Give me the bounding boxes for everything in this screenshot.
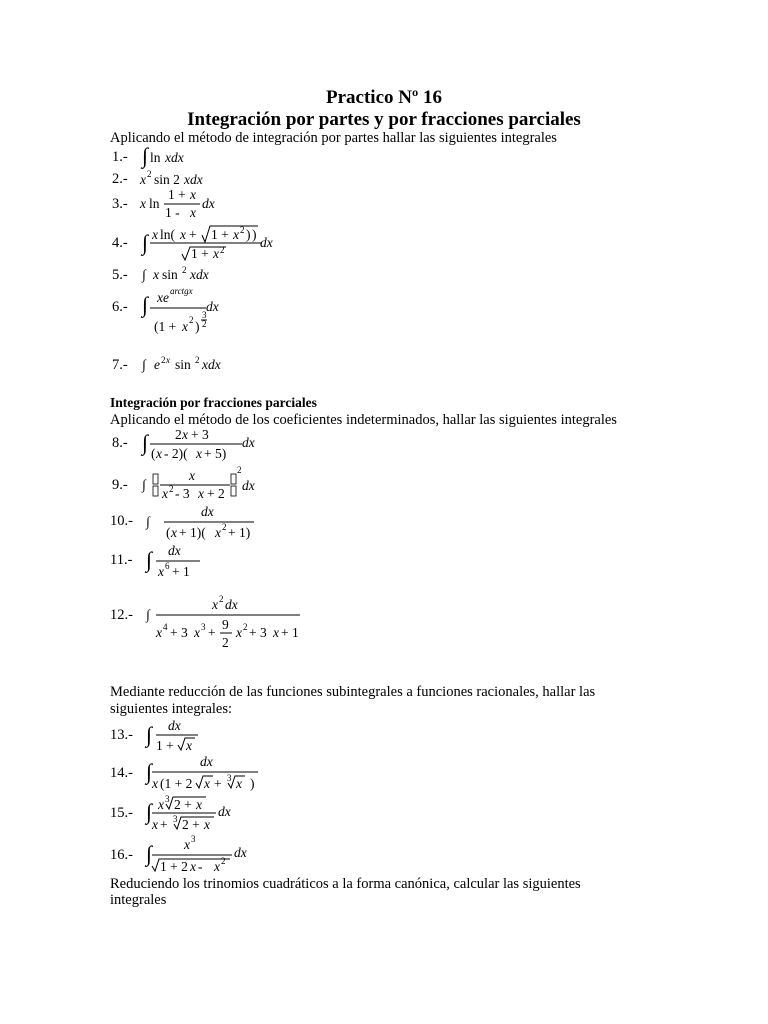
svg-text:xdx: xdx [184, 172, 203, 187]
svg-text:): ) [250, 776, 255, 791]
svg-text:+: + [189, 227, 197, 242]
svg-text:x: x [190, 205, 196, 220]
svg-text:(: ( [166, 525, 171, 540]
svg-text:∫: ∫ [146, 799, 153, 824]
svg-text:∫: ∫ [142, 357, 146, 372]
svg-text:∫: ∫ [142, 143, 149, 168]
item-number-12: 12.- [110, 607, 133, 623]
svg-text:∫: ∫ [142, 230, 149, 255]
svg-text:x: x [186, 738, 192, 753]
svg-text:x: x [140, 172, 146, 187]
item-number-10: 10.- [110, 513, 133, 529]
svg-text:x: x [233, 227, 239, 242]
svg-text:+ 1)(: + 1)( [179, 525, 206, 540]
svg-text:x: x [236, 776, 242, 791]
svg-text:+ 5): + 5) [204, 446, 227, 461]
svg-text:x: x [196, 446, 202, 461]
svg-text:+ 1: + 1 [172, 564, 190, 579]
svg-text:x: x [236, 625, 242, 640]
svg-text:2: 2 [240, 225, 245, 235]
svg-text:ln: ln [150, 150, 161, 165]
svg-text:x: x [171, 525, 177, 540]
svg-text:1 +: 1 + [156, 738, 174, 753]
svg-text:2: 2 [182, 265, 187, 275]
svg-text:2: 2 [161, 355, 166, 365]
svg-text:2: 2 [219, 594, 224, 604]
svg-text:1 + 2: 1 + 2 [160, 859, 188, 874]
section4-intro-line2: integrales [110, 892, 167, 908]
svg-text:∫: ∫ [146, 607, 150, 622]
svg-text:+: + [214, 776, 222, 791]
item-number-3: 3.- [112, 196, 128, 212]
svg-text:∫: ∫ [142, 477, 146, 492]
item-number-14: 14.- [110, 765, 133, 781]
integral-16 [144, 834, 264, 876]
svg-text:): ) [195, 319, 200, 334]
item-number-6: 6.- [112, 299, 128, 315]
svg-text:x: x [152, 776, 158, 791]
svg-text:e: e [154, 357, 160, 372]
integral-13 [144, 716, 214, 756]
svg-text:x: x [212, 597, 218, 612]
svg-text:- 3: - 3 [175, 486, 190, 501]
svg-text:x: x [180, 227, 186, 242]
svg-text:+ 1): + 1) [228, 525, 251, 540]
svg-text:): ) [252, 227, 257, 242]
section3-intro-line2: siguientes integrales: [110, 701, 233, 717]
svg-text:∫: ∫ [146, 547, 153, 572]
svg-text:x: x [153, 267, 159, 282]
section1-intro: Aplicando el método de integración por partes hallar las siguientes integrales [110, 130, 557, 146]
svg-text:x: x [189, 468, 195, 483]
svg-text:2 +: 2 + [174, 797, 192, 812]
svg-text:ln: ln [149, 196, 160, 211]
svg-text:2: 2 [222, 522, 227, 532]
svg-text:dx: dx [242, 478, 255, 493]
item-number-13: 13.- [110, 727, 133, 743]
integral-9 [140, 464, 270, 506]
svg-text:sin: sin [175, 357, 191, 372]
svg-text:x: x [140, 196, 146, 211]
svg-text:9: 9 [222, 617, 229, 632]
svg-text:dx: dx [234, 845, 247, 860]
svg-text:x: x [213, 246, 219, 261]
svg-text:-: - [198, 859, 203, 874]
integral-6 [140, 284, 250, 336]
svg-text:x: x [194, 625, 200, 640]
section3-intro-line1: Mediante reducción de las funciones subintegrales a funciones racionales, hallar las [110, 684, 596, 700]
svg-text:2: 2 [195, 355, 200, 365]
svg-text:1 -: 1 - [165, 205, 180, 220]
svg-text:dx: dx [206, 299, 219, 314]
svg-text:dx: dx [225, 597, 238, 612]
svg-text:sin 2: sin 2 [154, 172, 180, 187]
svg-text:2: 2 [237, 465, 242, 475]
svg-text:+: + [208, 625, 216, 640]
integral-3 [138, 186, 238, 226]
svg-text:∫: ∫ [142, 292, 149, 317]
svg-text:∫: ∫ [146, 514, 150, 529]
svg-text:2: 2 [202, 319, 207, 329]
svg-text:x: x [152, 227, 158, 242]
integral-14 [144, 753, 274, 795]
svg-text:(: ( [151, 446, 156, 461]
svg-text:arctgx: arctgx [170, 286, 193, 296]
item-number-5: 5.- [112, 267, 128, 283]
svg-text:x: x [166, 355, 170, 365]
svg-text:): ) [246, 227, 251, 242]
svg-text:4: 4 [163, 622, 168, 632]
item-number-2: 2.- [112, 171, 128, 187]
svg-text:sin: sin [162, 267, 178, 282]
section2-heading: Integración por fracciones parciales [110, 395, 317, 410]
svg-text:+ 3: + 3 [170, 625, 188, 640]
svg-text:x: x [182, 427, 188, 442]
svg-text:dx: dx [201, 504, 214, 519]
integral-12 [144, 592, 314, 652]
item-number-11: 11.- [110, 552, 133, 568]
svg-text:x: x [156, 625, 162, 640]
svg-text:+ 3: + 3 [249, 625, 267, 640]
integral-7 [140, 352, 240, 378]
svg-text:x: x [196, 797, 202, 812]
svg-text:xe: xe [157, 290, 169, 305]
svg-text:dx: dx [260, 235, 273, 250]
svg-text:2: 2 [222, 635, 229, 650]
section2-intro: Aplicando el método de los coeficientes indeterminados, hallar las siguientes integrales [110, 412, 617, 428]
svg-text:(1 + 2: (1 + 2 [160, 776, 193, 791]
svg-text:∫: ∫ [146, 841, 153, 866]
svg-text:x: x [204, 817, 210, 832]
svg-text:+ 1: + 1 [281, 625, 299, 640]
svg-text:3: 3 [202, 310, 207, 320]
svg-text:+ 3: + 3 [191, 427, 209, 442]
svg-text:xdx: xdx [202, 357, 221, 372]
svg-text:- 2)(: - 2)( [164, 446, 188, 461]
svg-text:2: 2 [220, 245, 225, 255]
item-number-1: 1.- [112, 149, 128, 165]
item-number-15: 15.- [110, 805, 133, 821]
svg-text:x: x [273, 625, 279, 640]
svg-text:dx: dx [168, 718, 181, 733]
svg-text:∫: ∫ [142, 430, 149, 455]
svg-text:6: 6 [165, 561, 170, 571]
svg-text:3: 3 [165, 794, 170, 804]
svg-text:∫: ∫ [142, 267, 146, 282]
svg-text:ln(: ln( [160, 227, 175, 242]
svg-text:3: 3 [227, 773, 232, 783]
svg-text:2: 2 [169, 484, 174, 494]
svg-text:2: 2 [243, 622, 248, 632]
svg-text:x: x [215, 525, 221, 540]
item-number-9: 9.- [112, 477, 128, 493]
svg-text:1 +: 1 + [191, 246, 209, 261]
svg-text:3: 3 [201, 622, 206, 632]
svg-text:1 +: 1 + [211, 227, 229, 242]
svg-text:+: + [160, 817, 168, 832]
svg-text:x: x [184, 837, 190, 852]
item-number-8: 8.- [112, 435, 128, 451]
page-title: Practico Nº 16 [325, 87, 442, 108]
svg-text:2: 2 [189, 315, 194, 325]
svg-text:dx: dx [242, 435, 255, 450]
svg-text:dx: dx [200, 754, 213, 769]
svg-text:1 +: 1 + [168, 187, 186, 202]
integral-11 [144, 541, 214, 581]
svg-text:x: x [182, 319, 188, 334]
integral-10 [144, 502, 264, 542]
svg-text:dx: dx [218, 804, 231, 819]
item-number-4: 4.- [112, 235, 128, 251]
svg-text:2: 2 [221, 856, 226, 866]
item-number-16: 16.- [110, 847, 133, 863]
svg-text:2: 2 [175, 427, 182, 442]
integral-4 [140, 222, 310, 264]
svg-text:x: x [190, 859, 196, 874]
page-subtitle: Integración por partes y por fracciones parciales [187, 109, 581, 130]
svg-text:∫: ∫ [146, 759, 153, 784]
svg-text:x: x [158, 564, 164, 579]
svg-text:xdx: xdx [190, 267, 209, 282]
svg-text:x: x [152, 817, 158, 832]
svg-text:3: 3 [191, 834, 196, 844]
svg-text:∫: ∫ [146, 722, 153, 747]
svg-text:x: x [214, 859, 220, 874]
svg-text:x: x [156, 446, 162, 461]
integral-15 [144, 792, 254, 834]
svg-text:x: x [162, 486, 168, 501]
svg-text:xdx: xdx [165, 150, 184, 165]
svg-text:x: x [190, 187, 196, 202]
svg-text:3: 3 [173, 814, 178, 824]
integral-8 [140, 426, 270, 466]
svg-text:x: x [204, 776, 210, 791]
svg-text:x: x [158, 797, 164, 812]
svg-text:dx: dx [202, 196, 215, 211]
section4-intro-line1: Reduciendo los trinomios cuadráticos a la forma canónica, calcular las siguientes [110, 876, 581, 892]
item-number-7: 7.- [112, 357, 128, 373]
svg-text:+ 2: + 2 [207, 486, 225, 501]
svg-text:dx: dx [168, 543, 181, 558]
svg-text:(1 +: (1 + [154, 319, 177, 334]
svg-text:2: 2 [147, 169, 152, 179]
svg-text:2 +: 2 + [182, 817, 200, 832]
svg-text:x: x [198, 486, 204, 501]
